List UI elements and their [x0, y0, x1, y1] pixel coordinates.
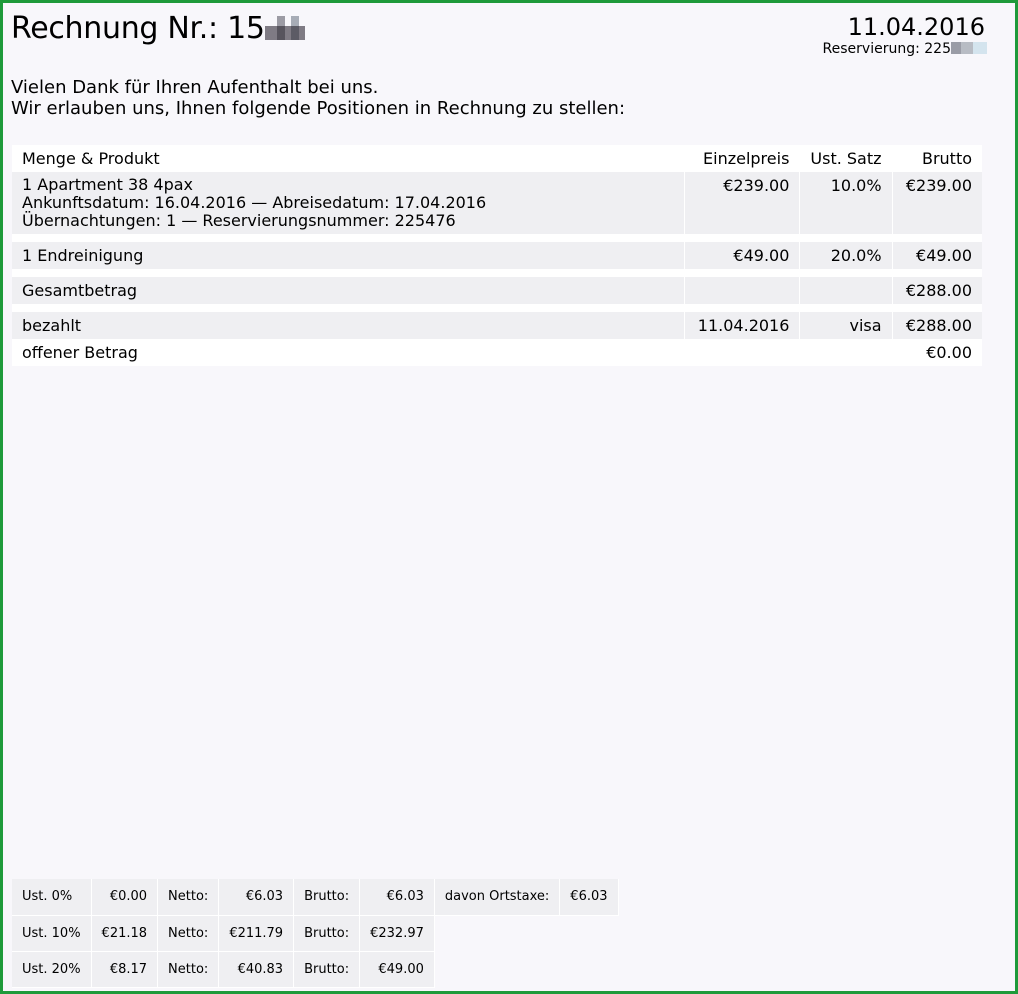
- row-spacer: [12, 269, 982, 277]
- open-gross: €0.00: [892, 339, 982, 366]
- row-vat-rate: 20.0%: [800, 242, 892, 269]
- netto-value: €6.03: [219, 879, 294, 915]
- header-vat-rate: Ust. Satz: [800, 145, 892, 172]
- tax-amount: €21.18: [91, 915, 158, 951]
- table-header-row: [12, 145, 982, 172]
- brutto-label: Brutto:: [294, 951, 360, 987]
- row-spacer: [12, 304, 982, 312]
- tax-row: [12, 951, 618, 987]
- row-unit-price: €49.00: [685, 242, 800, 269]
- reservation-label: Reservierung: 225: [822, 41, 951, 57]
- tax-label: Ust. 0%: [12, 879, 91, 915]
- netto-label: Netto:: [158, 951, 219, 987]
- row-gross: €239.00: [892, 172, 982, 234]
- redacted-number-block: [265, 16, 305, 40]
- invoice-title-text: Rechnung Nr.: 15: [11, 11, 265, 46]
- tax-amount: €0.00: [91, 879, 158, 915]
- brutto-label: Brutto:: [294, 915, 360, 951]
- brutto-value: €49.00: [360, 951, 435, 987]
- header-gross: Brutto: [892, 145, 982, 172]
- netto-label: Netto:: [158, 915, 219, 951]
- intro-line-2: Wir erlauben uns, Ihnen folgende Positionen in Rechnung zu stellen:: [11, 98, 626, 119]
- local-tax-label: davon Ortstaxe:: [434, 879, 559, 915]
- tax-row: [12, 915, 618, 951]
- total-row: [12, 277, 982, 304]
- brutto-label: Brutto:: [294, 879, 360, 915]
- header-unit-price: Einzelpreis: [685, 145, 800, 172]
- open-label: offener Betrag: [12, 339, 685, 366]
- paid-label: bezahlt: [12, 312, 685, 339]
- paid-date: 11.04.2016: [685, 312, 800, 339]
- redacted-reservation-block: [951, 42, 987, 54]
- row-product: 1 Apartment 38 4pax: [22, 175, 194, 194]
- total-gross: €288.00: [892, 277, 982, 304]
- table-row: [12, 172, 982, 234]
- tax-summary-table: [12, 879, 619, 988]
- invoice-date: 11.04.2016: [847, 13, 985, 41]
- total-label: Gesamtbetrag: [12, 277, 685, 304]
- netto-value: €40.83: [219, 951, 294, 987]
- brutto-value: €6.03: [360, 879, 435, 915]
- netto-label: Netto:: [158, 879, 219, 915]
- table-row: [12, 242, 982, 269]
- paid-row: [12, 312, 982, 339]
- invoice-table: [12, 145, 982, 366]
- reservation-number: [823, 41, 987, 57]
- row-product: 1 Endreinigung: [12, 242, 685, 269]
- row-detail: Übernachtungen: 1 — Reservierungsnummer: 225476: [22, 211, 456, 230]
- invoice-title: [11, 11, 305, 46]
- row-unit-price: €239.00: [685, 172, 800, 234]
- row-detail: Ankunftsdatum: 16.04.2016 — Abreisedatum: 17.04.2016: [22, 193, 487, 212]
- intro-line-1: Vielen Dank für Ihren Aufenthalt bei uns.: [11, 77, 379, 98]
- tax-label: Ust. 10%: [12, 915, 91, 951]
- paid-gross: €288.00: [892, 312, 982, 339]
- local-tax-value: €6.03: [560, 879, 618, 915]
- row-vat-rate: 10.0%: [800, 172, 892, 234]
- row-spacer: [12, 234, 982, 242]
- row-product-cell: [12, 172, 685, 234]
- tax-label: Ust. 20%: [12, 951, 91, 987]
- open-row: [12, 339, 982, 366]
- header-product: Menge & Produkt: [12, 145, 685, 172]
- netto-value: €211.79: [219, 915, 294, 951]
- tax-row: [12, 879, 618, 915]
- brutto-value: €232.97: [360, 915, 435, 951]
- tax-amount: €8.17: [91, 951, 158, 987]
- intro-text: [11, 77, 625, 119]
- row-gross: €49.00: [892, 242, 982, 269]
- paid-method: visa: [800, 312, 892, 339]
